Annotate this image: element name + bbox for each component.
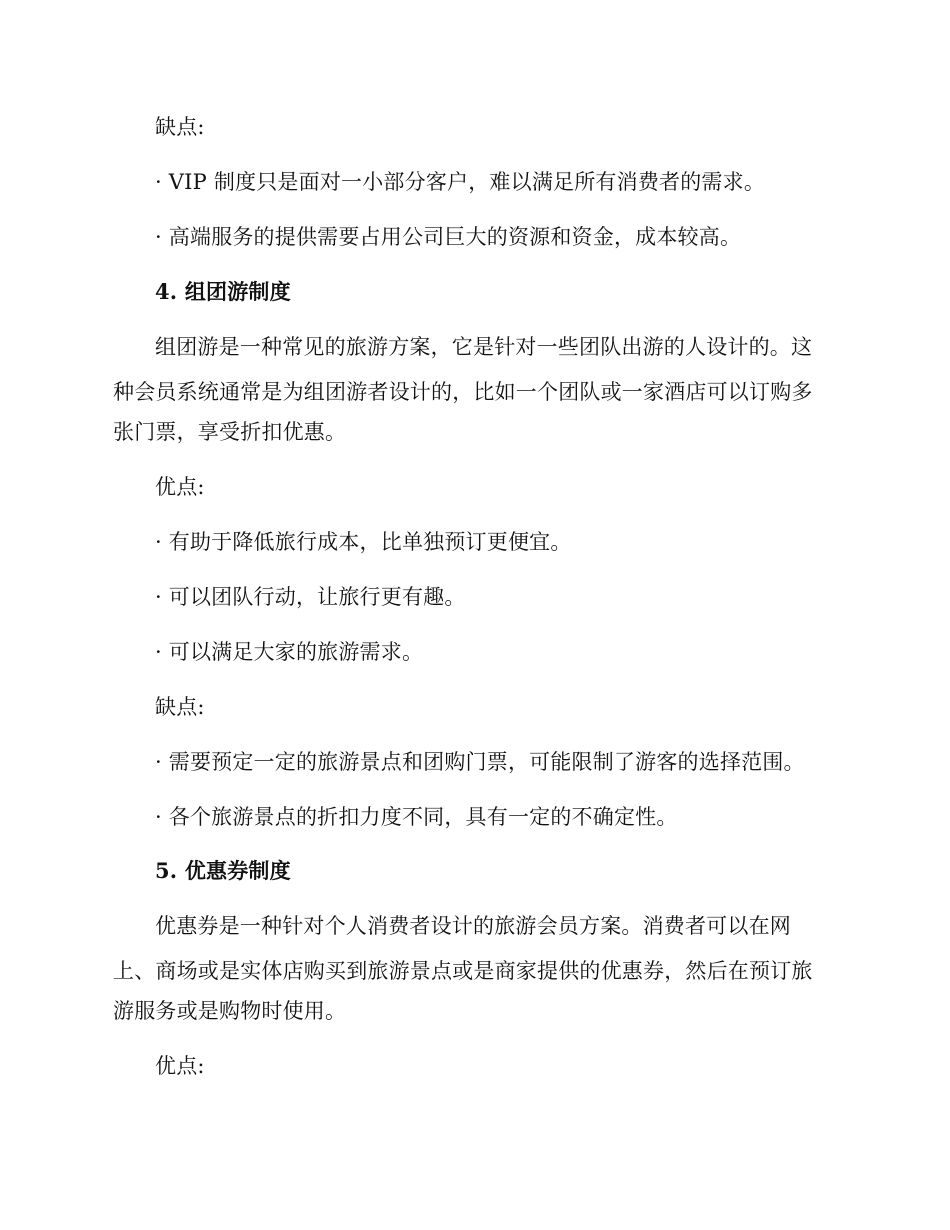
disadvantages-label: 缺点: (155, 695, 205, 719)
list-item: · 可以团队行动，让旅行更有趣。 (155, 585, 466, 609)
paragraph-line: 游服务或是购物时使用。 (113, 999, 347, 1023)
paragraph-line: 种会员系统通常是为组团游者设计的，比如一个团队或一家酒店可以订购多 (113, 380, 813, 404)
paragraph-line: 组团游是一种常见的旅游方案，它是针对一些团队出游的人设计的。这 (155, 335, 813, 359)
paragraph-line: 张门票，享受折扣优惠。 (113, 420, 347, 444)
disadvantages-label: 缺点: (155, 115, 205, 139)
paragraph-line: 上、商场或是实体店购买到旅游景点或是商家提供的优惠券，然后在预订旅 (113, 959, 813, 983)
list-item: · 各个旅游景点的折扣力度不同，具有一定的不确定性。 (155, 805, 678, 829)
list-item: · 高端服务的提供需要占用公司巨大的资源和资金，成本较高。 (155, 225, 742, 249)
advantages-label: 优点: (155, 475, 205, 499)
section-heading: 4. 组团游制度 (155, 279, 291, 304)
list-item: · 需要预定一定的旅游景点和团购门票，可能限制了游客的选择范围。 (155, 750, 805, 774)
list-item: · 可以满足大家的旅游需求。 (155, 640, 424, 664)
list-item: · VIP 制度只是面对一小部分客户，难以满足所有消费者的需求。 (155, 170, 766, 194)
advantages-label: 优点: (155, 1054, 205, 1078)
paragraph-line: 优惠券是一种针对个人消费者设计的旅游会员方案。消费者可以在网 (155, 914, 791, 938)
list-item: · 有助于降低旅行成本，比单独预订更便宜。 (155, 530, 572, 554)
section-heading: 5. 优惠券制度 (155, 858, 291, 883)
